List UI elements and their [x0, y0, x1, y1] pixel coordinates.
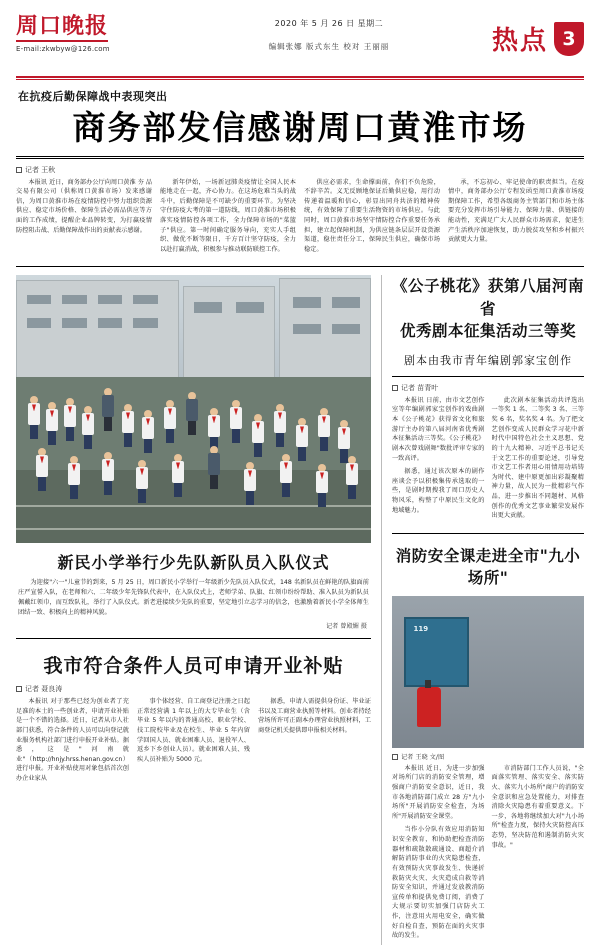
lead-headline: 商务部发信感谢周口黄淮市场: [72, 108, 528, 147]
window: [27, 295, 52, 305]
drama-byline-text: 记者 苗青叶: [401, 383, 439, 392]
drama-subhead: 剧本由我市青年编剧郭家宝创作: [404, 353, 572, 367]
section-marker: [492, 14, 584, 57]
drama-body: [392, 396, 584, 525]
lead-col-4: 承，不忘初心、牢记使命的职责担当。在疫情中，商务部办公厅专程发函至周口黄淮市场疫期保障工作，希望各级商务主管部门和市场主体要充分发挥市场引导能力、保障力量、供链接的能动性，充满足广大人民群众市场需求，促进生产生活秩序加速恢复，助力脱贫攻坚和乡村振兴贡献更大力量。: [448, 178, 584, 244]
drama-col-2: 此次剧本征集活动共评选出一等奖 1 名、二等奖 3 名、三等奖 6 名，奖名奖 4 名。为了把文艺创作变成人民群众学习花中新时代中国特色社会主义思想、党的十九大精神、习近平总书记关于文艺工作的重要论述，引导党市文艺工作者用心用情用功培铸为时代、建中原更加出彩凝聚精神力量，故人民为一批精彩气作品，进一步推出不同题材、风格创作的优秀文艺事业繁荣发展作出更大贡献。: [491, 396, 584, 520]
building-mid: [183, 286, 275, 382]
lead-body: [16, 178, 584, 259]
subsidy-headline: 我市符合条件人员可申请开业补贴: [43, 655, 344, 678]
paper-email: E-mail:zkwbyw@126.com: [16, 45, 110, 54]
left-divider: [16, 638, 371, 639]
window: [332, 324, 360, 335]
panel-label: 119: [413, 625, 429, 634]
window: [293, 324, 321, 335]
body-grid: [16, 275, 584, 944]
track-line: [16, 528, 371, 530]
fire-col-1: 本报讯 近日，为进一步加强对场所门店的消防安全管理，增强商户消防安全意识，近日，我市各地消防部门成立 28 方"九小场所"开展消防安全检查，为场所"开展消防安全课堂。 当作小分队有效应用消防知识安全教育，和协助把检查消防器材和疏散散疏通设、商超介消解防消防事业的火灾隐患检查，有效预防火灾事故发生、快递折救防灾火灾、火灾造成自救等消防安全知识，并通过发放教消防宣传单和提供免费订阅，消费了大规示要切实加强门店防火工作，注意用火用电安全，确实做好自检自查，预防在面的火灾事故的发生。: [392, 764, 485, 940]
window: [98, 318, 123, 328]
byline-marker-icon: [16, 686, 22, 692]
drama-byline: [392, 383, 584, 393]
paper-name: 周口晚报: [16, 14, 108, 42]
window: [194, 302, 222, 313]
fire-byline: [392, 752, 584, 761]
fire-byline-text: 记者 王晓 文/图: [401, 753, 445, 761]
lead-col-3: 供应必需求，生命撑面前，你们不负危险，不辞辛苦。义无反顾地保证后勤供应稳，用行动传递着温暖和信心，彰显出同舟共济的精神传统，有效保障了重要生活物资的市场供应。与此同时，周口黄淮市场坚守情防控合作重要任务承担，建立起保障机制，为供应链条层层开设货源渠道，稳住责任分工，保障民生供应，确保市场稳定。: [304, 178, 440, 253]
photo-credit: 记者 曾殿媚 摄: [325, 623, 367, 631]
drama-headline-line1: 《公子桃花》获第八届河南省: [392, 276, 585, 318]
byline-marker-icon: [392, 385, 398, 391]
fire-extinguisher: [417, 687, 441, 727]
window: [27, 318, 52, 328]
window: [332, 297, 360, 308]
lead-kicker: 在抗疫后勤保障战中表现突出: [18, 90, 168, 103]
right-divider: [392, 533, 584, 534]
masthead-center: [166, 14, 492, 52]
subsidy-body: [16, 697, 371, 787]
subsidy-col-1: 本报讯 对于那些已经为创业者了充足准的本土的一些创业者，申请开业补贴是一个不错的选择。近日，记者从市人社部门获悉，符合条件的人员可以向登记就业服务机构社部门进行申报开业补贴。据悉，这是"河南就业"（http://hnjy.hrss.henan.gov.cn）进行申报。开业补贴使用对象包括首次创办企业家从: [16, 698, 129, 783]
drama-col-1: 本报讯 日前，由市文艺创作室等年编剧郭家宝创作的戏曲剧本《公子桃花》获得省文化和旅游厅主办的第八届河南省优秀剧本征集活动三等奖。《公子桃花》剧本次曾戏剧舞"数批评审专家的一致高评。 据悉，通过该次原本的剧作座谈会予以积极集传承选取的一些，是剧时期搜我了周口历史人物风采，构整了中原民生文化的地域魅力。: [392, 396, 485, 514]
fire-headline: 消防安全课走进全市"九小场所": [395, 545, 581, 587]
subsidy-byline-text: 记者 聂良涛: [25, 685, 63, 694]
fire-inspection-photo: [392, 596, 584, 748]
lead-col-2: 新年伊始，一场新冠肺炎疫情让全国人民本能地走在一起，齐心协力。在这场危难当头的战斗中，后勤保障是不可缺少的重要环节。为坚决守住防疫大考的第一道防线，周口黄淮市场积极落实疫情防控各项工作，全力保障市场的"菜篮子"供应。第一时间确定服务导向，充实人手组织、做优不断等限日，千方百计坚守防疫，全力以赴打赢消战，积极参与推动联防联控工作。: [160, 178, 296, 253]
photo-caption-body: 为迎接"六一"儿童节的到来，5 月 25 日，周口新民小学举行一年级新少先队员入队仪式，148 名新队员在鲜艳的队旗面前庄严宣誓入队，在老师和六、二年级少年先锋队代表中，在入队仪式上，老师学弟、队旗、红领巾纷纷帮助、准入队员为新队员佩戴红领巾，而互致队礼，举行了入队仪式。新老进接续少先队的重要，坚定地引立志学习的信念，也激励着新民小学全体师生团结一致、积极向上的精神风貌。: [18, 579, 369, 617]
drama-rule: [392, 376, 584, 377]
drama-headline-line2: 优秀剧本征集活动三等奖: [399, 321, 576, 341]
masthead: [16, 14, 584, 70]
section-label: 热点: [491, 26, 548, 56]
byline-marker-icon: [392, 754, 398, 760]
masthead-rule: [16, 76, 584, 78]
photo-caption-title: 新民小学举行少先队新队员入队仪式: [57, 553, 330, 573]
subsidy-col-3: 据悉，申请人需提供身份证、毕业证书以及工商营业执照等材料。创业者持经营场所许可正副本办理营业执照材料，工商登记机关提供即申报相关材料。: [258, 698, 371, 734]
window: [293, 297, 321, 308]
window: [236, 302, 264, 313]
fire-col-2: 市消防部门工作人员说，"全面落实管理、落实安全、落实防火、落实九小场所"商户的消防安全意识和应急处置能力，对排查消除火灾隐患有着重要意义。下一步，各地将继续加大对"九小场所"检查力度，保持火灾防控高压态势，坚决防范和遏制消防火灾事故。": [491, 764, 584, 849]
photo-building: [16, 275, 371, 382]
fire-body: [392, 764, 584, 945]
window: [98, 295, 123, 305]
window: [133, 318, 158, 328]
paper-logo: [16, 14, 166, 53]
byline-marker-icon: [16, 167, 22, 173]
lead-col-1: 本报讯 近日，商务部办公厅向周口黄淮 夯 品交易有限公司（供称周口黄淮市场）发来感谢信，为周口黄淮市场在疫情防控中努力组织货源供应、稳定市场价格、保障生活必需品供应等方面的工作成绩，提醒企业品牌转变，为打赢疫情防控阻击战、后勤保障战作出的贡献表示感谢。: [16, 178, 152, 234]
subsidy-byline: [16, 684, 371, 694]
window: [133, 295, 158, 305]
lead-byline: [16, 165, 584, 175]
subsidy-col-2: 事个体经营、自工商登记注册之日起正常经营满 1 年以上的大专毕业生（含毕业 5 年以内的普通高校、职业学校、技工院校毕业及在校生、毕业 5 年内留学回国人员、就业困难人员、退役军人、返乡下乡创业人员）。就业困难人员、残疾人员补贴为 5000 元。: [137, 698, 250, 763]
fire-control-panel: [404, 617, 469, 687]
lead-rule: [16, 156, 584, 159]
window: [62, 295, 87, 305]
issue-date: 2020 年 5 月 26 日 星期二: [274, 19, 384, 28]
page-number-badge: 3: [554, 22, 584, 56]
masthead-rule-thin: [16, 79, 584, 80]
staff-line: 编辑张娜 版式东生 校对 王丽丽: [268, 42, 390, 51]
right-column: [381, 275, 584, 944]
window: [62, 318, 87, 328]
lead-bottom-rule: [16, 266, 584, 267]
lead-byline-text: 记者 王秋: [25, 165, 56, 174]
school-ceremony-photo: [16, 275, 371, 543]
left-column: [16, 275, 371, 944]
